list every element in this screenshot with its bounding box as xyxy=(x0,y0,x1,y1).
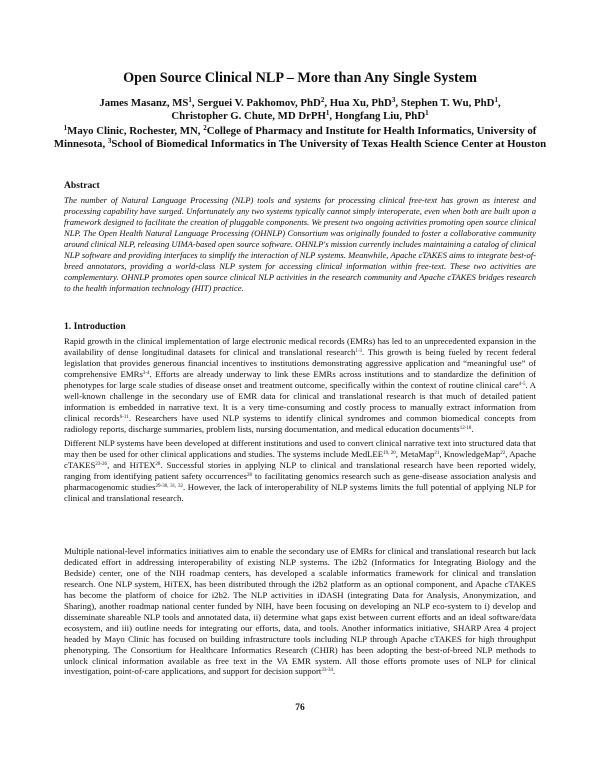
paragraph-text: Different NLP systems have been developed at different institutions and used to convert clinical narrative text into structured data that may then be used for other clinical applications and studies. The systems include MedLEE xyxy=(64,438,536,459)
citation-marker: 4-5 xyxy=(518,381,526,387)
intro-paragraph-3 xyxy=(64,546,536,677)
author-name: Hua Xu, PhD xyxy=(329,97,392,109)
paragraph-text: . Researchers have used NLP systems to identify clinical syndromes and common biomedical concepts from radiology reports, discharge summaries, problem lists, nursing documentation, and medical education documents xyxy=(64,412,536,434)
citation-marker: 6-11 xyxy=(119,414,129,420)
affiliation-2: College of Pharmacy and Institute for Health Informatics, University of Minnesota, xyxy=(53,125,537,151)
citation-marker: 29-30, 31, 32 xyxy=(155,483,184,489)
author-affiliation-marker: 2 xyxy=(320,96,325,104)
intro-paragraph-1 xyxy=(64,336,536,435)
author-separator: , xyxy=(191,97,198,109)
author-list xyxy=(40,97,560,123)
paragraph-text: . A well-known challenge in the secondary use of EMR data for clinical and translational research is that much of detailed patient information is embedded in narrative text. It is a very time-consuming and costly process to manually extract information from clinical records xyxy=(64,379,536,423)
author-separator: , xyxy=(329,110,335,122)
paragraph-text: . Successful stories in applying NLP to clinical and translational research have been reported widely, ranging from identifying patient safety occurrences xyxy=(64,459,536,481)
citation-marker: 1-3 xyxy=(355,348,363,354)
author-name: Serguei V. Pakhomov, PhD xyxy=(197,97,321,109)
author-affiliation-marker: 3 xyxy=(391,96,396,104)
intro-paragraph-2 xyxy=(64,438,536,504)
paragraph-text: . xyxy=(471,423,474,434)
paragraph-text: , and HiTEX xyxy=(107,459,156,470)
affiliation-1: Mayo Clinic, Rochester, MN, xyxy=(67,125,204,137)
affiliation-marker: 2 xyxy=(203,124,207,132)
author-name: Hongfang Liu, PhD xyxy=(334,110,426,122)
author-affiliation-marker: 1 xyxy=(325,109,330,117)
citation-marker: 19, 20 xyxy=(383,450,396,456)
paragraph-text: , Apache cTAKES xyxy=(64,448,536,470)
paragraph-text: . xyxy=(333,666,336,677)
author-affiliation-marker: 1 xyxy=(425,109,429,117)
paragraph-text: . However, the lack of interoperability of NLP systems limits the full potential of applying NLP for clinical and translational research. xyxy=(64,481,536,503)
affiliation-3: School of Biomedical Informatics in The University of Texas Health Science Center at Houston xyxy=(111,138,547,151)
citation-marker: 28 xyxy=(155,461,161,467)
author-affiliation-marker: 1 xyxy=(494,96,498,104)
paragraph-text: , MetaMap xyxy=(395,448,435,459)
citation-marker: 3-4 xyxy=(142,370,150,376)
affiliation-marker: 3 xyxy=(107,137,112,146)
author-separator: , xyxy=(324,97,330,109)
paragraph-text: , KnowledgeMap xyxy=(439,448,501,459)
author-affiliation-marker: 1 xyxy=(188,96,192,104)
paragraph-text: . Efforts are already underway to link these EMRs across institutions and to standardize the definition of phenotypes for large scale studies of disease onset and treatment outcome, specifically within the context of routine clinical care xyxy=(64,368,536,390)
author-name: James Masanz, MS xyxy=(99,97,189,109)
abstract-heading: Abstract xyxy=(64,180,100,191)
citation-marker: 22 xyxy=(500,450,506,456)
introduction-heading: 1. Introduction xyxy=(64,321,126,332)
affiliation-marker: 1 xyxy=(63,124,68,132)
citation-marker: 28 xyxy=(247,472,253,478)
paper-title: Open Source Clinical NLP – More than Any Single System xyxy=(123,70,477,86)
paragraph-text: Multiple national-level informatics initiatives aim to enable the secondary use of EMRs for clinical and translational research but lack dedicated effort in addressing interoperability of existing NLP systems. The i2b2 (Informatics for Integrating Biology and the Bedside) center, one of the NIH roadmap centers, has developed a scalable informatics framework for clinical and translation research. One NLP system, HiTEX, has been distributed through the i2b2 platform as an optional component, and Apache cTAKES has become the platform of choice for i2b2. The NLP activities in iDASH (integrating Data for Analysis, Anonymization, and Sharing), another roadmap national center funded by NIH, have been focusing on developing an NLP eco-system to i) develop and disseminate shareable NLP tools and annotated data, ii) determine what gaps exist between current efforts and an ideal software/data ecosystem, and iii) outline needs for integrating our efforts, data, and tools. Another informatics initiative, SHARP Area 4 project headed by Mayo Clinic has focused on building infrastructure tools including NLP through Apache cTAKES for high throughput phenotyping. The Consortium for Healthcare Informatics Research (CHIR) has been adopting the best-of-breed NLP methods to unlock clinical information available as free text in the VA EMR system. All those efforts promote uses of NLP for clinical investigation, point-of-care applications, and support for decision support xyxy=(64,546,536,677)
affiliations xyxy=(40,125,560,152)
citation-marker: 12-18 xyxy=(459,425,472,431)
author-separator: , xyxy=(395,97,401,109)
citation-marker: 23-26 xyxy=(95,461,108,467)
abstract-text: The number of Natural Language Processing (NLP) tools and systems for processing clinical free-text has grown as interest and processing capability have surged. Unfortunately any two systems typically cannot simply interoperate, even when both are built upon a framework designed to facilitate the creation of pluggable components. We present two ongoing activities promoting open source clinical NLP. The Open Health Natural Language Processing (OHNLP) Consortium was originally founded to foster a collaborative community around clinical NLP, releasing UIMA-based open source software. OHNLP's mission currently includes maintaining a catalog of clinical NLP software and providing interfaces to simplify the interaction of NLP systems. Meanwhile, Apache cTAKES aims to integrate best-of-breed annotators, providing a world-class NLP system for accessing clinical information within free-text. These two activities are complementary. OHNLP promotes open source clinical NLP activities in the research community and Apache cTAKES bridges research to the health information technology (HIT) practice. xyxy=(64,195,536,293)
author-name: Christopher G. Chute, MD DrPH xyxy=(171,110,326,122)
citation-marker: 33-34 xyxy=(321,668,334,674)
page-number: 76 xyxy=(295,703,305,713)
paragraph-text: . This growth is being fueled by recent federal legislation that provides generous financial incentives to institutions demonstrating aggressive application and “meaningful use” of comprehensive EMRs xyxy=(64,346,537,379)
author-separator: , xyxy=(497,97,501,109)
citation-marker: 21 xyxy=(434,450,440,456)
author-name: Stephen T. Wu, PhD xyxy=(400,97,495,109)
paragraph-text: to facilitating genomics research such as gene-disease association analysis and pharmacogenomic studies xyxy=(64,470,536,492)
paragraph-text: Rapid growth in the clinical implementation of large electronic medical records (EMRs) has led to an unprecedented expansion in the availability of dense longitudinal datasets for clinical and translational research xyxy=(64,336,536,357)
